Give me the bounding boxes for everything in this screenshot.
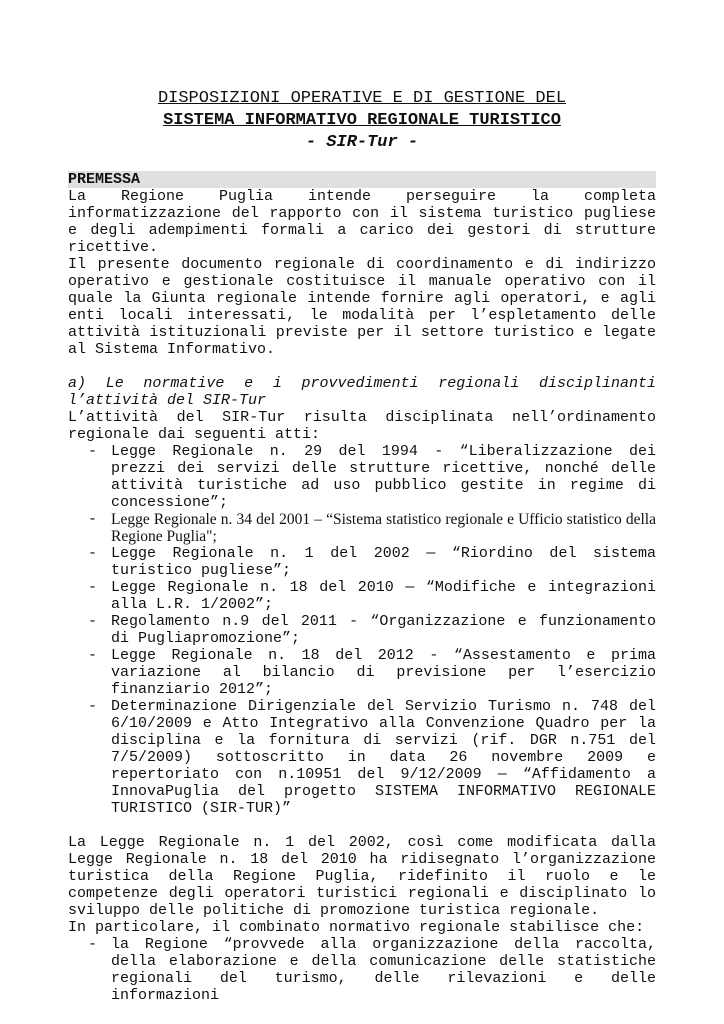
list-item-text: Legge Regionale n. 1 del 2002 — “Riordino del sistema turistico pugliese”; — [111, 545, 656, 579]
list-item-text: Legge Regionale n. 18 del 2010 — “Modifiche e integrazioni alla L.R. 1/2002”; — [111, 579, 656, 613]
list-item — [88, 647, 656, 698]
title-line-2: SISTEMA INFORMATIVO REGIONALE TURISTICO — [163, 111, 561, 130]
document-body — [68, 171, 656, 1004]
section-a-heading: a) Le normative e i provvedimenti regionali disciplinanti l’attività del SIR-Tur — [68, 375, 656, 409]
closing-paragraph-1: La Legge Regionale n. 1 del 2002, così come modificata dalla Legge Regionale n. 18 del 2010 ha ridisegnato l’organizzazione turistica della Regione Puglia, ridefinito il ruolo e le competenze degli operatori turistici regionali e disciplinato lo sviluppo delle politiche di promozione turistica regionale. — [68, 834, 656, 919]
list-item — [88, 545, 656, 579]
list-item-text: Legge Regionale n. 29 del 1994 - “Liberalizzazione dei prezzi dei servizi delle strutture ricettive, nonché delle attività turistiche ad uso pubblico gestite in regime di concessione”; — [111, 443, 656, 511]
spacer — [68, 817, 656, 834]
list-dash: - — [88, 545, 98, 562]
list-dash: - — [88, 613, 98, 630]
list-item-text: Determinazione Dirigenziale del Servizio Turismo n. 748 del 6/10/2009 e Atto Integrativo alla Convenzione Quadro per la disciplina e la fornitura di servizi (rif. DGR n.751 del 7/5/2009) sottoscritto in data 26 novembre 2009 e repertoriato con n.10951 del 9/12/2009 — “Affidamento a InnovaPuglia del progetto SISTEMA INFORMATIVO REGIONALE TURISTICO (SIR-TUR)” — [111, 698, 656, 817]
list-item — [88, 698, 656, 817]
list-item-text: Legge Regionale n. 18 del 2012 - “Assestamento e prima variazione al bilancio di previsione per l’esercizio finanziario 2012”; — [111, 647, 656, 698]
premessa-paragraph-2: Il presente documento regionale di coordinamento e di indirizzo operativo e gestionale costituisce il manuale operativo con il quale la Giunta regionale intende fornire agli operatori, e agli enti locali interessati, le modalità per l’espletamento delle attività istituzionali previste per il settore turistico e legate al Sistema Informativo. — [68, 256, 656, 358]
list-item — [88, 579, 656, 613]
title-line-3: - SIR-Tur - — [305, 133, 419, 152]
premessa-heading: PREMESSA — [68, 171, 656, 188]
title-line-1: DISPOSIZIONI OPERATIVE E DI GESTIONE DEL — [157, 89, 567, 108]
title-block — [0, 88, 724, 154]
list-dash: - — [88, 511, 98, 528]
list-dash: - — [88, 698, 98, 715]
closing-list — [68, 936, 656, 1004]
list-item — [88, 613, 656, 647]
list-item — [88, 511, 656, 545]
premessa-paragraph-1: La Regione Puglia intende perseguire la completa informatizzazione del rapporto con il sistema turistico pugliese e degli adempimenti formali a carico dei gestori di strutture ricettive. — [68, 188, 656, 256]
list-item-text: Legge Regionale n. 34 del 2001 – “Sistema statistico regionale e Ufficio statistico della Regione Puglia"; — [111, 511, 656, 545]
list-dash: - — [88, 443, 98, 460]
list-dash: - — [88, 936, 98, 953]
list-item — [88, 443, 656, 511]
list-item-text: Regolamento n.9 del 2011 - “Organizzazione e funzionamento di Pugliapromozione”; — [111, 613, 656, 647]
section-a-intro: L’attività del SIR-Tur risulta disciplinata nell’ordinamento regionale dai seguenti atti: — [68, 409, 656, 443]
closing-paragraph-2: In particolare, il combinato normativo regionale stabilisce che: — [68, 919, 645, 936]
normative-list — [68, 443, 656, 817]
list-dash: - — [88, 647, 98, 664]
list-dash: - — [88, 579, 98, 596]
spacer — [68, 358, 656, 375]
list-item-text: la Regione “provvede alla organizzazione della raccolta, della elaborazione e della comunicazione delle statistiche regionali del turismo, delle rilevazioni e delle informazioni — [111, 936, 656, 1004]
list-item — [88, 936, 656, 1004]
